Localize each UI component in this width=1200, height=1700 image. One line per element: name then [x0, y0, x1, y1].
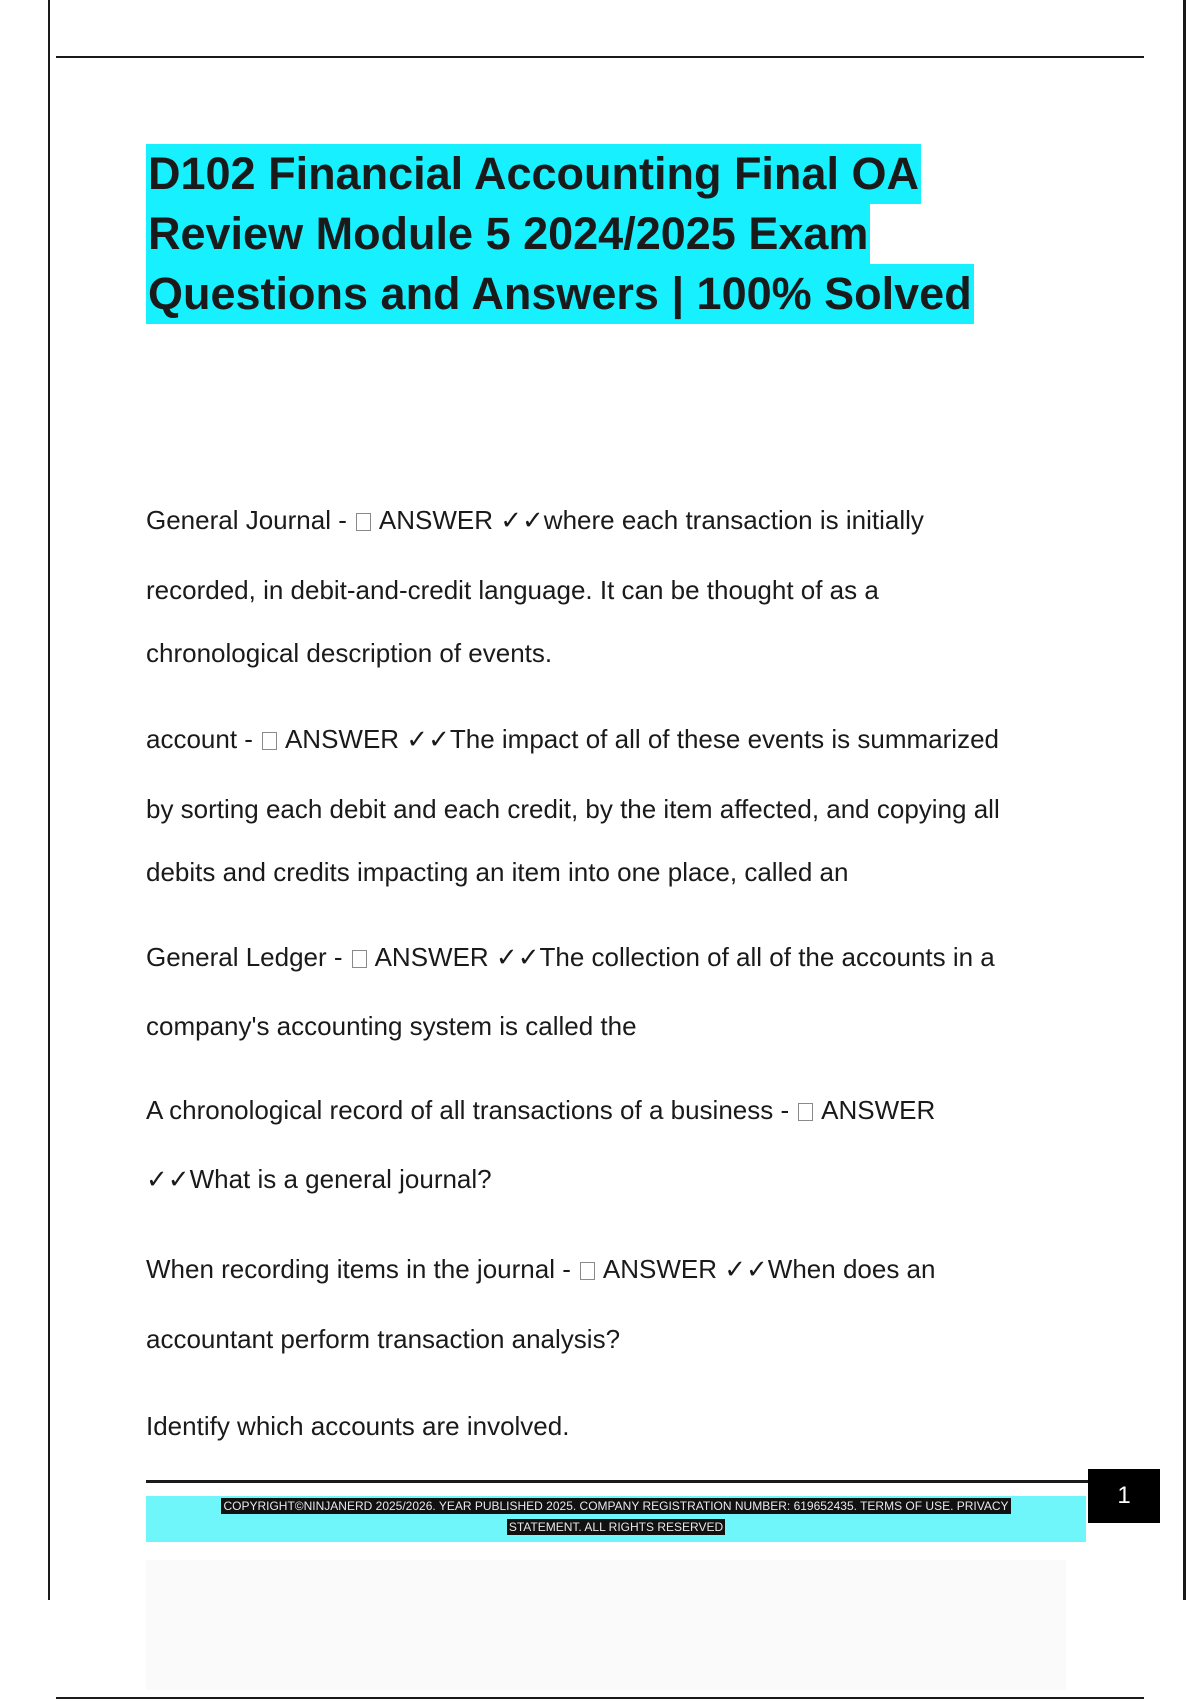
qa-text: account - — [146, 724, 261, 754]
qa-text: ANSWER ✓✓When does an — [597, 1254, 936, 1284]
title-line-3: Questions and Answers | 100% Solved — [146, 264, 974, 324]
qa-line — [146, 1011, 1106, 1041]
page-bottom-rule — [56, 1697, 1144, 1699]
qa-text: ANSWER ✓✓The impact of all of these events is summarized — [279, 724, 999, 754]
qa-line — [146, 1164, 1106, 1194]
qa-line — [146, 857, 1106, 887]
qa-text: ANSWER — [815, 1095, 936, 1125]
qa-text: by sorting each debit and each credit, by the item affected, and copying all — [146, 794, 1000, 824]
copyright-line-1: COPYRIGHT©NINJANERD 2025/2026. YEAR PUBLISHED 2025. COMPANY REGISTRATION NUMBER: 619652435. TERMS OF USE. PRIVACY — [223, 1499, 1009, 1513]
qa-line — [146, 1411, 1106, 1441]
page-number: 1 — [1088, 1469, 1160, 1523]
copyright-line-2: STATEMENT. ALL RIGHTS RESERVED — [508, 1520, 724, 1534]
qa-text: A chronological record of all transactions of a business - — [146, 1095, 797, 1125]
qa-line — [146, 1254, 1106, 1284]
qa-line — [146, 638, 1106, 668]
title-line-2: Review Module 5 2024/2025 Exam — [146, 204, 870, 264]
qa-line — [146, 1095, 1106, 1125]
qa-text: debits and credits impacting an item into one place, called an — [146, 857, 849, 887]
document-title — [146, 144, 1046, 324]
qa-line — [146, 1324, 1106, 1354]
qa-text: When recording items in the journal - — [146, 1254, 579, 1284]
page-left-border — [48, 0, 50, 1600]
header-rule — [56, 56, 1144, 58]
qa-text: ANSWER ✓✓The collection of all of the accounts in a — [368, 942, 995, 972]
placeholder-box-icon — [798, 1103, 813, 1121]
qa-line — [146, 724, 1106, 754]
faded-background — [146, 1560, 1066, 1690]
qa-line — [146, 505, 1106, 535]
qa-line — [146, 575, 1106, 605]
qa-text: chronological description of events. — [146, 638, 553, 668]
title-line-1: D102 Financial Accounting Final OA — [146, 144, 921, 204]
placeholder-box-icon — [262, 732, 277, 750]
qa-text: company's accounting system is called the — [146, 1011, 637, 1041]
qa-line — [146, 942, 1106, 972]
qa-text: recorded, in debit-and-credit language. It can be thought of as a — [146, 575, 879, 605]
page-right-border — [1183, 0, 1186, 1600]
qa-text: General Ledger - — [146, 942, 350, 972]
copyright-notice — [146, 1496, 1086, 1542]
qa-text: Identify which accounts are involved. — [146, 1411, 570, 1441]
qa-text: accountant perform transaction analysis? — [146, 1324, 621, 1354]
footer-rule — [146, 1480, 1090, 1483]
qa-text: ✓✓What is a general journal? — [146, 1164, 492, 1194]
placeholder-box-icon — [356, 513, 371, 531]
placeholder-box-icon — [352, 950, 367, 968]
placeholder-box-icon — [580, 1262, 595, 1280]
qa-text: ANSWER ✓✓where each transaction is initially — [373, 505, 924, 535]
qa-text: General Journal - — [146, 505, 355, 535]
qa-line — [146, 794, 1106, 824]
